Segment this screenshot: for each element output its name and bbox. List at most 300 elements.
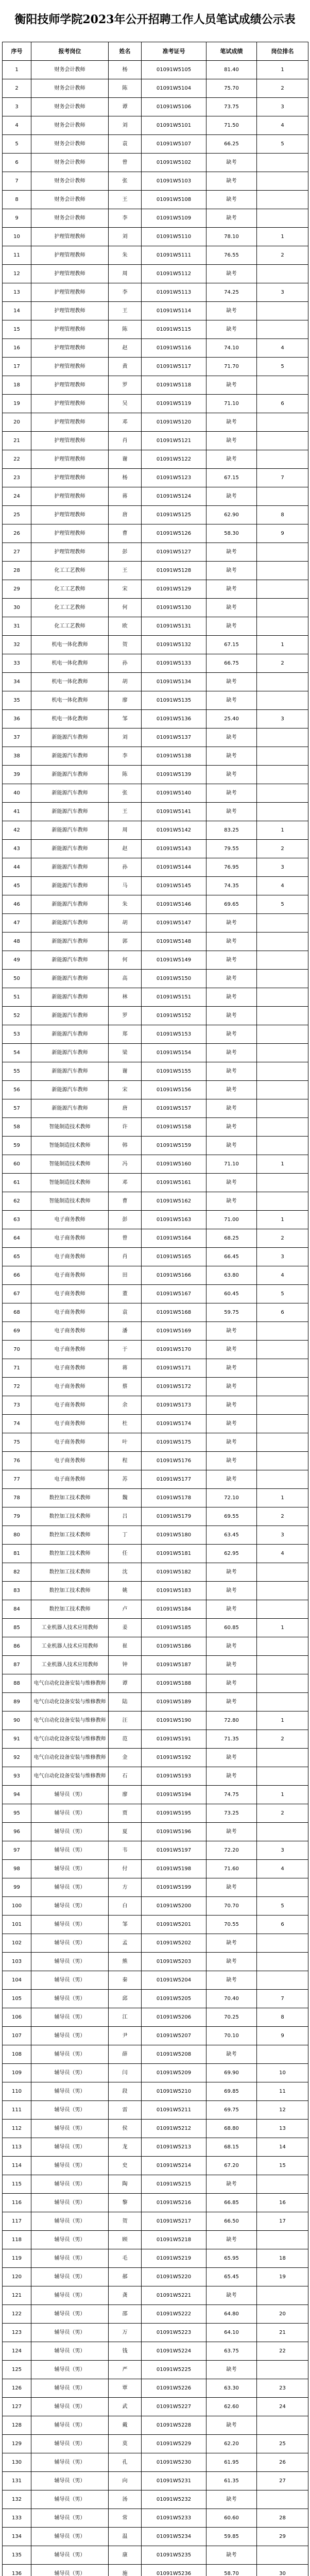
cell-index: 34 — [3, 673, 31, 691]
cell-index: 136 — [3, 2565, 31, 2576]
cell-score: 缺考 — [206, 1044, 257, 1062]
cell-index: 53 — [3, 1025, 31, 1044]
cell-name: 邓 — [109, 1174, 142, 1192]
cell-score: 缺考 — [206, 1749, 257, 1767]
cell-position: 智能制造技术教师 — [31, 1118, 109, 1137]
cell-score: 81.40 — [206, 61, 257, 79]
cell-position: 辅导员（男） — [31, 2398, 109, 2416]
cell-position: 数控加工技术教师 — [31, 1545, 109, 1563]
cell-ticket-number: 01091W5205 — [142, 1990, 206, 2008]
cell-position: 电子商务教师 — [31, 1378, 109, 1396]
cell-position: 智能制造技术教师 — [31, 1155, 109, 1174]
cell-name: 曹 — [109, 524, 142, 543]
cell-score: 缺考 — [206, 1341, 257, 1359]
cell-index: 28 — [3, 562, 31, 580]
cell-name: 康 — [109, 2546, 142, 2565]
cell-rank: 9 — [257, 524, 308, 543]
cell-position: 工业机器人技术应用教师 — [31, 1656, 109, 1674]
cell-ticket-number: 01091W5102 — [142, 154, 206, 172]
cell-index: 94 — [3, 1786, 31, 1804]
cell-position: 辅导员（男） — [31, 1897, 109, 1916]
cell-name: 蔡 — [109, 1378, 142, 1396]
cell-index: 127 — [3, 2398, 31, 2416]
cell-name: 李 — [109, 209, 142, 228]
cell-rank — [257, 1878, 308, 1897]
cell-position: 辅导员（男） — [31, 2324, 109, 2342]
cell-ticket-number: 01091W5228 — [142, 2416, 206, 2435]
cell-index: 93 — [3, 1767, 31, 1786]
cell-index: 109 — [3, 2064, 31, 2082]
cell-rank — [257, 2045, 308, 2064]
cell-rank — [257, 320, 308, 339]
cell-ticket-number: 01091W5104 — [142, 79, 206, 98]
cell-position: 工业机器人技术应用教师 — [31, 1637, 109, 1656]
cell-rank: 3 — [257, 710, 308, 728]
cell-index: 122 — [3, 2305, 31, 2324]
cell-name: 宋 — [109, 580, 142, 599]
cell-ticket-number: 01091W5174 — [142, 1415, 206, 1433]
cell-index: 63 — [3, 1211, 31, 1229]
cell-rank — [257, 1322, 308, 1341]
table-row — [3, 1025, 308, 1044]
cell-index: 9 — [3, 209, 31, 228]
cell-index: 123 — [3, 2324, 31, 2342]
cell-name: 王 — [109, 191, 142, 209]
cell-position: 化工工艺教师 — [31, 599, 109, 617]
cell-position: 财务会计教师 — [31, 172, 109, 191]
table-row — [3, 1415, 308, 1433]
cell-score: 缺考 — [206, 1563, 257, 1582]
cell-name: 朱 — [109, 895, 142, 914]
cell-name: 龙 — [109, 2138, 142, 2157]
table-row — [3, 1934, 308, 1953]
table-row — [3, 617, 308, 636]
cell-score: 缺考 — [206, 1934, 257, 1953]
cell-rank: 27 — [257, 2472, 308, 2490]
cell-name: 魏 — [109, 1489, 142, 1507]
cell-score: 缺考 — [206, 1137, 257, 1155]
cell-name: 施 — [109, 2565, 142, 2576]
table-row — [3, 1470, 308, 1489]
table-row — [3, 2175, 308, 2194]
cell-score: 67.15 — [206, 469, 257, 487]
table-row — [3, 98, 308, 116]
cell-rank — [257, 914, 308, 933]
cell-score: 缺考 — [206, 1971, 257, 1990]
table-row — [3, 2286, 308, 2305]
table-row — [3, 265, 308, 283]
cell-position: 电子商务教师 — [31, 1211, 109, 1229]
table-row — [3, 673, 308, 691]
cell-name: 吕 — [109, 1507, 142, 1526]
table-row — [3, 1285, 308, 1303]
cell-index: 113 — [3, 2138, 31, 2157]
cell-score: 缺考 — [206, 432, 257, 450]
cell-position: 新能源汽车教师 — [31, 840, 109, 858]
cell-ticket-number: 01091W5227 — [142, 2398, 206, 2416]
cell-rank: 4 — [257, 1266, 308, 1285]
score-table — [2, 42, 308, 2576]
cell-index: 19 — [3, 395, 31, 413]
cell-name: 韦 — [109, 1841, 142, 1860]
cell-name: 贾 — [109, 1804, 142, 1823]
cell-index: 98 — [3, 1860, 31, 1878]
cell-score: 74.10 — [206, 339, 257, 358]
cell-score: 缺考 — [206, 1359, 257, 1378]
cell-score: 67.15 — [206, 636, 257, 654]
cell-name: 余 — [109, 1396, 142, 1415]
table-row — [3, 1749, 308, 1767]
cell-index: 37 — [3, 728, 31, 747]
cell-score: 缺考 — [206, 2175, 257, 2194]
cell-rank — [257, 1656, 308, 1674]
cell-name: 彭 — [109, 1211, 142, 1229]
cell-ticket-number: 01091W5187 — [142, 1656, 206, 1674]
cell-score: 缺考 — [206, 154, 257, 172]
table-row — [3, 1582, 308, 1600]
cell-index: 33 — [3, 654, 31, 673]
table-row — [3, 728, 308, 747]
cell-rank — [257, 1174, 308, 1192]
cell-ticket-number: 01091W5112 — [142, 265, 206, 283]
cell-position: 辅导员（男） — [31, 2212, 109, 2231]
cell-score: 缺考 — [206, 1878, 257, 1897]
cell-ticket-number: 01091W5131 — [142, 617, 206, 636]
table-row — [3, 580, 308, 599]
cell-position: 财务会计教师 — [31, 135, 109, 154]
cell-score: 缺考 — [206, 265, 257, 283]
cell-name: 程 — [109, 1452, 142, 1470]
table-row — [3, 2453, 308, 2472]
table-row — [3, 2249, 308, 2268]
cell-index: 12 — [3, 265, 31, 283]
cell-name: 黄 — [109, 358, 142, 376]
cell-name: 潘 — [109, 1322, 142, 1341]
cell-score: 64.80 — [206, 2305, 257, 2324]
cell-rank — [257, 191, 308, 209]
cell-index: 13 — [3, 283, 31, 302]
cell-ticket-number: 01091W5221 — [142, 2286, 206, 2305]
cell-ticket-number: 01091W5217 — [142, 2212, 206, 2231]
cell-index: 2 — [3, 79, 31, 98]
cell-name: 卢 — [109, 1600, 142, 1619]
cell-index: 135 — [3, 2546, 31, 2565]
table-row — [3, 246, 308, 265]
cell-rank: 1 — [257, 636, 308, 654]
cell-rank: 5 — [257, 895, 308, 914]
cell-score: 缺考 — [206, 1415, 257, 1433]
cell-name: 姚 — [109, 1582, 142, 1600]
table-row — [3, 1341, 308, 1359]
cell-score: 63.30 — [206, 2379, 257, 2398]
cell-ticket-number: 01091W5143 — [142, 840, 206, 858]
cell-score: 缺考 — [206, 1693, 257, 1711]
cell-rank — [257, 617, 308, 636]
table-row — [3, 2101, 308, 2120]
cell-name: 陈 — [109, 79, 142, 98]
table-row — [3, 2157, 308, 2175]
cell-position: 辅导员（男） — [31, 2416, 109, 2435]
cell-ticket-number: 01091W5162 — [142, 1192, 206, 1211]
cell-position: 机电一体化教师 — [31, 654, 109, 673]
cell-ticket-number: 01091W5114 — [142, 302, 206, 320]
cell-name: 孙 — [109, 654, 142, 673]
table-row — [3, 1155, 308, 1174]
cell-rank — [257, 1563, 308, 1582]
cell-score: 71.35 — [206, 1730, 257, 1749]
cell-name: 陆 — [109, 1693, 142, 1711]
cell-index: 66 — [3, 1266, 31, 1285]
cell-rank — [257, 450, 308, 469]
cell-position: 新能源汽车教师 — [31, 803, 109, 821]
cell-name: 熊 — [109, 1953, 142, 1971]
table-row — [3, 2138, 308, 2157]
cell-index: 5 — [3, 135, 31, 154]
cell-score: 63.45 — [206, 1526, 257, 1545]
cell-position: 新能源汽车教师 — [31, 1099, 109, 1118]
table-row — [3, 1044, 308, 1062]
table-row — [3, 2305, 308, 2324]
cell-ticket-number: 01091W5154 — [142, 1044, 206, 1062]
header-ticket-number: 准考证号 — [142, 42, 206, 61]
cell-score: 69.65 — [206, 895, 257, 914]
header-rank: 岗位排名 — [257, 42, 308, 61]
cell-rank: 7 — [257, 1990, 308, 2008]
cell-rank — [257, 209, 308, 228]
cell-score: 25.40 — [206, 710, 257, 728]
table-row — [3, 2194, 308, 2212]
cell-name: 赵 — [109, 339, 142, 358]
cell-name: 戴 — [109, 2416, 142, 2435]
cell-ticket-number: 01091W5164 — [142, 1229, 206, 1248]
cell-name: 顾 — [109, 2231, 142, 2249]
cell-index: 77 — [3, 1470, 31, 1489]
cell-position: 辅导员（男） — [31, 2435, 109, 2453]
cell-score: 缺考 — [206, 562, 257, 580]
table-row — [3, 1507, 308, 1526]
cell-rank — [257, 1470, 308, 1489]
cell-position: 辅导员（男） — [31, 1860, 109, 1878]
table-row — [3, 1378, 308, 1396]
cell-rank — [257, 728, 308, 747]
cell-ticket-number: 01091W5155 — [142, 1062, 206, 1081]
cell-ticket-number: 01091W5171 — [142, 1359, 206, 1378]
cell-position: 护理管理教师 — [31, 395, 109, 413]
cell-name: 陈 — [109, 766, 142, 784]
cell-position: 护理管理教师 — [31, 432, 109, 450]
cell-ticket-number: 01091W5230 — [142, 2453, 206, 2472]
table-row — [3, 1062, 308, 1081]
cell-score: 66.25 — [206, 135, 257, 154]
cell-rank: 15 — [257, 2157, 308, 2175]
cell-position: 新能源汽车教师 — [31, 914, 109, 933]
cell-name: 刘 — [109, 728, 142, 747]
cell-rank: 1 — [257, 1489, 308, 1507]
cell-index: 80 — [3, 1526, 31, 1545]
cell-ticket-number: 01091W5116 — [142, 339, 206, 358]
table-row — [3, 1174, 308, 1192]
cell-score: 59.75 — [206, 1303, 257, 1322]
cell-ticket-number: 01091W5105 — [142, 61, 206, 79]
cell-index: 58 — [3, 1118, 31, 1137]
table-row — [3, 1396, 308, 1415]
cell-ticket-number: 01091W5200 — [142, 1897, 206, 1916]
cell-rank: 21 — [257, 2324, 308, 2342]
cell-ticket-number: 01091W5189 — [142, 1693, 206, 1711]
cell-position: 机电一体化教师 — [31, 673, 109, 691]
cell-name: 谢 — [109, 450, 142, 469]
cell-index: 85 — [3, 1619, 31, 1637]
cell-score: 63.75 — [206, 2342, 257, 2361]
cell-position: 护理管理教师 — [31, 413, 109, 432]
cell-name: 薛 — [109, 2045, 142, 2064]
cell-score: 缺考 — [206, 2490, 257, 2509]
cell-score: 71.50 — [206, 116, 257, 135]
cell-rank: 25 — [257, 2435, 308, 2453]
cell-rank — [257, 599, 308, 617]
cell-rank: 22 — [257, 2342, 308, 2361]
cell-rank: 2 — [257, 840, 308, 858]
cell-rank — [257, 543, 308, 562]
cell-rank: 26 — [257, 2453, 308, 2472]
table-row — [3, 840, 308, 858]
cell-rank: 2 — [257, 1730, 308, 1749]
cell-name: 石 — [109, 1767, 142, 1786]
cell-score: 70.10 — [206, 2027, 257, 2045]
cell-position: 电气自动化设备安装与维修教师 — [31, 1767, 109, 1786]
table-row — [3, 1229, 308, 1248]
cell-position: 数控加工技术教师 — [31, 1526, 109, 1545]
cell-name: 何 — [109, 599, 142, 617]
cell-rank: 2 — [257, 246, 308, 265]
table-row — [3, 79, 308, 98]
cell-index: 18 — [3, 376, 31, 395]
cell-ticket-number: 01091W5160 — [142, 1155, 206, 1174]
cell-position: 新能源汽车教师 — [31, 933, 109, 951]
table-row — [3, 2361, 308, 2379]
cell-name: 张 — [109, 172, 142, 191]
cell-score: 58.70 — [206, 2565, 257, 2576]
cell-ticket-number: 01091W5130 — [142, 599, 206, 617]
cell-rank — [257, 1600, 308, 1619]
cell-score: 78.10 — [206, 228, 257, 246]
cell-rank — [257, 1378, 308, 1396]
cell-score: 62.60 — [206, 2398, 257, 2416]
cell-ticket-number: 01091W5134 — [142, 673, 206, 691]
cell-rank — [257, 988, 308, 1007]
table-row — [3, 2528, 308, 2546]
cell-position: 新能源汽车教师 — [31, 728, 109, 747]
cell-ticket-number: 01091W5177 — [142, 1470, 206, 1489]
cell-ticket-number: 01091W5122 — [142, 450, 206, 469]
cell-name: 任 — [109, 1545, 142, 1563]
cell-position: 辅导员（男） — [31, 2194, 109, 2212]
cell-index: 84 — [3, 1600, 31, 1619]
cell-ticket-number: 01091W5214 — [142, 2157, 206, 2175]
cell-name: 马 — [109, 877, 142, 895]
cell-ticket-number: 01091W5115 — [142, 320, 206, 339]
cell-name: 邵 — [109, 2305, 142, 2324]
table-row — [3, 933, 308, 951]
cell-rank — [257, 673, 308, 691]
cell-ticket-number: 01091W5169 — [142, 1322, 206, 1341]
cell-rank — [257, 2175, 308, 2194]
table-row — [3, 506, 308, 524]
cell-ticket-number: 01091W5198 — [142, 1860, 206, 1878]
table-row — [3, 2064, 308, 2082]
cell-score: 缺考 — [206, 970, 257, 988]
cell-score: 缺考 — [206, 413, 257, 432]
cell-ticket-number: 01091W5133 — [142, 654, 206, 673]
cell-rank — [257, 376, 308, 395]
cell-name: 郝 — [109, 2268, 142, 2286]
table-row — [3, 358, 308, 376]
cell-position: 护理管理教师 — [31, 376, 109, 395]
table-row — [3, 1637, 308, 1656]
cell-rank — [257, 2361, 308, 2379]
cell-rank: 1 — [257, 228, 308, 246]
cell-rank — [257, 1693, 308, 1711]
cell-position: 辅导员（男） — [31, 2342, 109, 2361]
cell-score: 62.20 — [206, 2435, 257, 2453]
cell-index: 115 — [3, 2175, 31, 2194]
cell-index: 11 — [3, 246, 31, 265]
cell-ticket-number: 01091W5103 — [142, 172, 206, 191]
cell-ticket-number: 01091W5192 — [142, 1749, 206, 1767]
cell-ticket-number: 01091W5135 — [142, 691, 206, 710]
cell-position: 辅导员（男） — [31, 2120, 109, 2138]
cell-position: 化工工艺教师 — [31, 617, 109, 636]
table-row — [3, 1786, 308, 1804]
cell-index: 78 — [3, 1489, 31, 1507]
page-title: 衡阳技师学院2023年公开招聘工作人员笔试成绩公示表 — [14, 13, 296, 26]
cell-index: 76 — [3, 1452, 31, 1470]
table-row — [3, 1674, 308, 1693]
cell-score: 71.70 — [206, 358, 257, 376]
cell-rank — [257, 1452, 308, 1470]
table-row — [3, 209, 308, 228]
cell-score: 缺考 — [206, 1656, 257, 1674]
table-row — [3, 2008, 308, 2027]
table-row — [3, 191, 308, 209]
cell-name: 尹 — [109, 2027, 142, 2045]
cell-index: 21 — [3, 432, 31, 450]
cell-position: 财务会计教师 — [31, 116, 109, 135]
cell-rank: 4 — [257, 116, 308, 135]
cell-position: 新能源汽车教师 — [31, 1025, 109, 1044]
cell-index: 111 — [3, 2101, 31, 2120]
cell-position: 辅导员（男） — [31, 2008, 109, 2027]
cell-index: 106 — [3, 2008, 31, 2027]
cell-rank: 2 — [257, 79, 308, 98]
cell-ticket-number: 01091W5119 — [142, 395, 206, 413]
cell-rank — [257, 1007, 308, 1025]
cell-position: 新能源汽车教师 — [31, 1007, 109, 1025]
table-row — [3, 2546, 308, 2565]
cell-score: 缺考 — [206, 1953, 257, 1971]
cell-index: 97 — [3, 1841, 31, 1860]
cell-index: 88 — [3, 1674, 31, 1693]
table-row — [3, 1656, 308, 1674]
table-row — [3, 1804, 308, 1823]
cell-rank: 1 — [257, 61, 308, 79]
cell-score: 缺考 — [206, 1582, 257, 1600]
table-row — [3, 320, 308, 339]
cell-rank — [257, 413, 308, 432]
cell-score: 缺考 — [206, 1081, 257, 1099]
cell-position: 辅导员（男） — [31, 1953, 109, 1971]
cell-score: 缺考 — [206, 1174, 257, 1192]
